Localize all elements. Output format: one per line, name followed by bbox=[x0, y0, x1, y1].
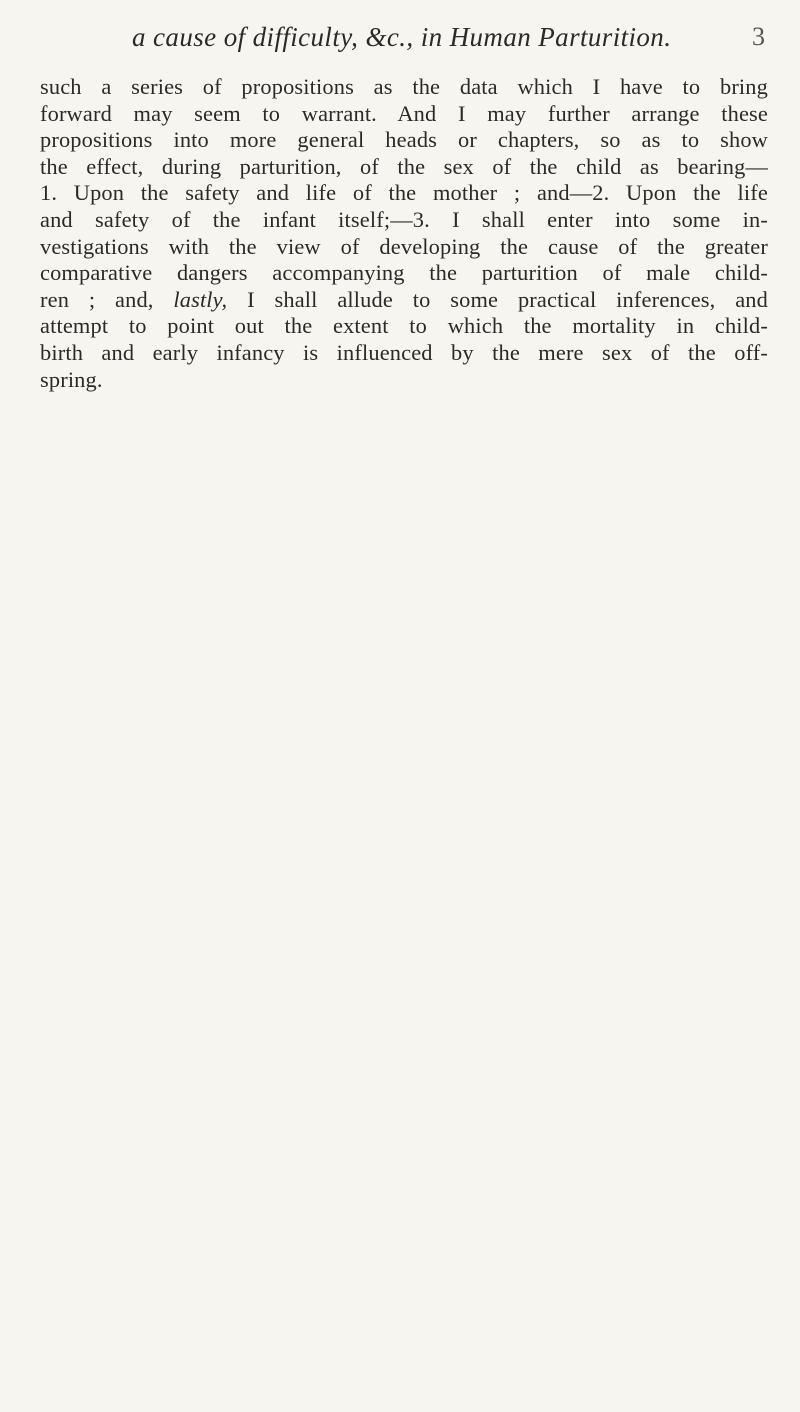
text-line-10: attempt to point out the extent to which the mortality in child- bbox=[40, 313, 768, 339]
text-line-8: comparative dangers accompanying the parturition of male child- bbox=[40, 260, 768, 286]
text-line-9 bbox=[40, 287, 768, 314]
text-line-1: such a series of propositions as the data which I have to bring bbox=[40, 74, 768, 99]
running-head-part-1: a cause bbox=[132, 22, 224, 52]
text-line-9-start: ren ; and, bbox=[40, 286, 174, 312]
running-head-part-3: &c., bbox=[365, 22, 421, 52]
running-head-part-2: of difficulty, bbox=[223, 22, 366, 52]
body-paragraph bbox=[40, 74, 768, 393]
text-line-5: 1. Upon the safety and life of the mother ; and—2. Upon the life bbox=[40, 180, 768, 206]
text-line-6: and safety of the infant itself;—3. I shall enter into some in- bbox=[40, 206, 768, 232]
text-line-11: birth and early infancy is influenced by the mere sex of the off- bbox=[40, 339, 768, 365]
text-line-2: forward may seem to warrant. And I may further arrange these bbox=[40, 100, 768, 126]
running-head bbox=[132, 22, 692, 53]
text-line-4: the effect, during parturition, of the sex of the child as bearing— bbox=[40, 153, 768, 179]
text-line-3: propositions into more general heads or chapters, so as to show bbox=[40, 127, 768, 153]
text-line-12: spring. bbox=[40, 366, 103, 392]
emphasis-lastly: lastly, bbox=[173, 286, 228, 312]
running-head-part-4: in Human Parturition. bbox=[420, 22, 672, 52]
page-number: 3 bbox=[752, 22, 765, 51]
text-line-7: vestigations with the view of developing the cause of the greater bbox=[40, 233, 768, 259]
text-line-9-end: I shall allude to some practical inferences, and bbox=[227, 286, 768, 312]
